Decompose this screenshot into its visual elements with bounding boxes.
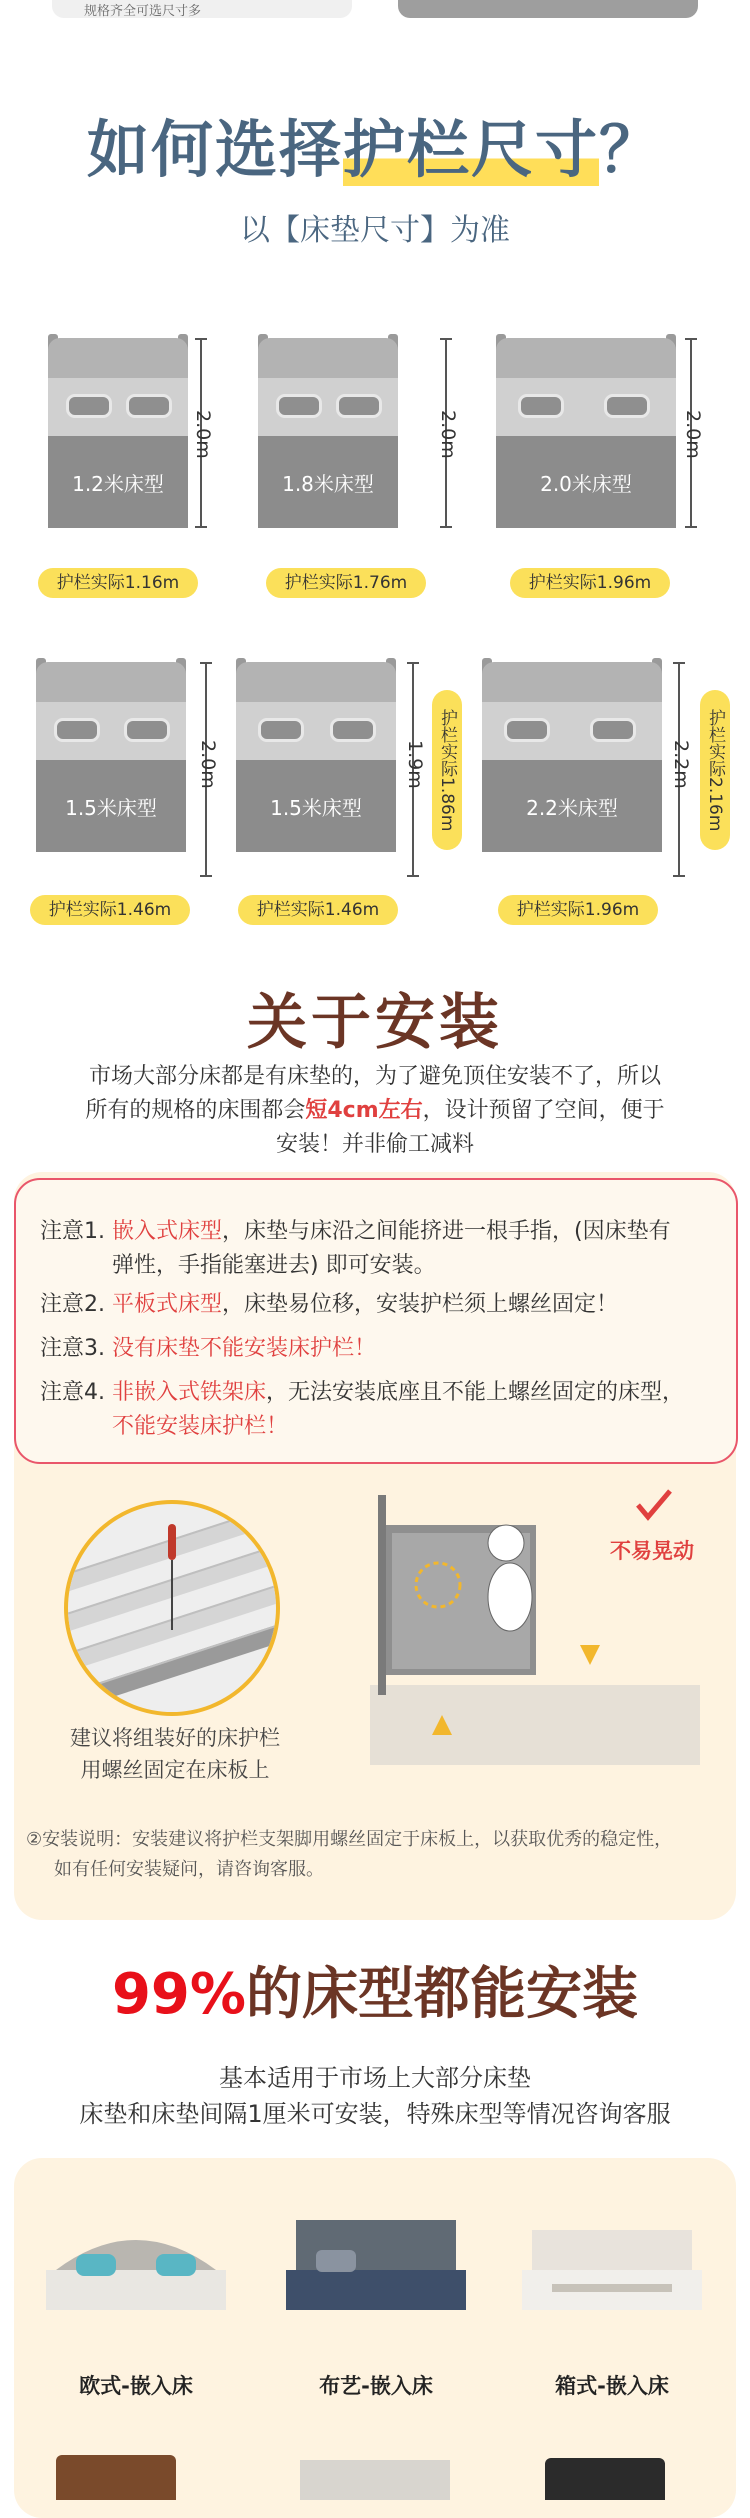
title-text: 的床型都能安装 — [246, 1962, 639, 2027]
notice-prefix: 注意3. — [40, 1336, 112, 1361]
notice-item-cont: 不能安装床护栏！ — [112, 1414, 289, 1439]
install-note-line: ②安装说明：安装建议将护栏支架脚用螺丝固定于床板上，以获取优秀的稳定性， — [26, 1829, 673, 1850]
bed-diagram — [36, 662, 186, 852]
size-guide-subtitle: 以【床垫尺寸】为准 — [240, 213, 510, 248]
rail-size-side-pill: 护栏实际1.86m — [432, 690, 462, 850]
screw-caption-line: 用螺丝固定在床板上 — [80, 1758, 270, 1782]
notice-highlight: 嵌入式床型 — [111, 1219, 222, 1244]
bed-type-label: 箱式-嵌入床 — [555, 2374, 669, 2398]
stable-label: 不易晃动 — [610, 1539, 694, 1563]
dimension-label: 2.2m — [670, 740, 692, 789]
bed-label: 1.2米床型 — [72, 472, 164, 496]
notice-highlight: 没有床垫不能安装床护栏！ — [111, 1336, 376, 1361]
bed-label: 1.5米床型 — [270, 796, 362, 820]
highlight-text: 短4cm左右 — [305, 1098, 423, 1123]
bed-type-label: 欧式-嵌入床 — [79, 2374, 193, 2398]
notice-text: ，无法安装底座且不能上螺丝固定的床型， — [266, 1380, 685, 1405]
screw-install-illustration — [64, 1500, 280, 1716]
install-title: 关于安装 — [247, 988, 503, 1058]
dimension-label: 2.0m — [682, 410, 704, 459]
notice-highlight: 非嵌入式铁架床 — [111, 1380, 266, 1405]
bed-label: 1.5米床型 — [65, 796, 157, 820]
rail-size-pill: 护栏实际1.46m — [238, 895, 398, 925]
notice-prefix: 注意2. — [40, 1292, 112, 1317]
bed-label: 2.2米床型 — [526, 796, 618, 820]
rail-size-pill: 护栏实际1.46m — [30, 895, 190, 925]
bed-type-label: 布艺-嵌入床 — [319, 2374, 433, 2398]
notice-item-cont: 弹性，手指能塞进去) 即可安装。 — [112, 1253, 436, 1278]
notice-prefix: 注意1. — [40, 1219, 112, 1244]
percent-text: 99% — [111, 1962, 247, 2027]
notice-item — [40, 1376, 710, 1410]
text: ，设计预留了空间，便于 — [422, 1098, 665, 1123]
notice-item — [40, 1332, 710, 1366]
bed-photo-grey — [300, 2460, 450, 2500]
rail-size-pill: 护栏实际1.16m — [38, 568, 198, 598]
top-card-left — [52, 0, 352, 18]
compatibility-subtitle: 床垫和床垫间隔1厘米可安装，特殊床型等情况咨询客服 — [79, 2100, 671, 2128]
dimension-label: 1.9m — [404, 740, 426, 789]
rail-size-pill: 护栏实际1.76m — [266, 568, 426, 598]
rail-size-pill: 护栏实际1.96m — [498, 895, 658, 925]
text: 所有的规格的床围都会 — [85, 1098, 306, 1123]
dimension-label: 2.0m — [192, 410, 214, 459]
title-part: 如何选择 — [86, 113, 343, 186]
top-card-right — [398, 0, 698, 18]
bed-diagram — [482, 662, 662, 852]
notice-prefix: 注意4. — [40, 1380, 112, 1405]
title-highlight: 护栏尺寸 — [342, 113, 599, 186]
notice-text: ，床垫易位移，安装护栏须上螺丝固定！ — [222, 1292, 619, 1317]
baby-rail-illustration — [370, 1485, 700, 1775]
bed-photo-wood — [56, 2455, 176, 2500]
bed-photo-european — [36, 2210, 236, 2320]
dimension-label: 2.0m — [437, 410, 459, 459]
bed-photo-fabric — [276, 2210, 476, 2320]
compatibility-title — [0, 1950, 750, 2030]
compatibility-subtitle: 基本适用于市场上大部分床垫 — [219, 2064, 531, 2092]
rail-size-side-pill: 护栏实际2.16m — [700, 690, 730, 850]
bed-photo-box — [512, 2210, 712, 2320]
screw-caption-line: 建议将组装好的床护栏 — [70, 1726, 280, 1750]
size-guide-title — [0, 100, 750, 189]
top-card-text: 规格齐全可选尺寸多 — [84, 4, 202, 19]
bed-diagram — [48, 338, 188, 528]
title-part: ？ — [599, 113, 664, 186]
notice-item — [40, 1288, 710, 1322]
install-paragraph-line — [60, 1092, 690, 1130]
install-note-line: 如有任何安装疑问，请咨询客服。 — [54, 1859, 324, 1880]
bed-diagram — [236, 662, 396, 852]
bed-diagram — [258, 338, 398, 528]
bed-diagram — [496, 338, 676, 528]
notice-item — [40, 1215, 710, 1249]
install-paragraph-line: 市场大部分床都是有床垫的，为了避免顶住安装不了，所以 — [88, 1064, 661, 1089]
bed-photo-dark — [545, 2458, 665, 2500]
rail-size-pill: 护栏实际1.96m — [510, 568, 670, 598]
notice-text: ，床垫与床沿之间能挤进一根手指，(因床垫有 — [222, 1219, 671, 1244]
bed-label: 2.0米床型 — [540, 472, 632, 496]
notice-highlight: 平板式床型 — [111, 1292, 222, 1317]
install-paragraph-line: 安装！并非偷工减料 — [275, 1132, 474, 1157]
bed-label: 1.8米床型 — [282, 472, 374, 496]
dimension-label: 2.0m — [197, 740, 219, 789]
